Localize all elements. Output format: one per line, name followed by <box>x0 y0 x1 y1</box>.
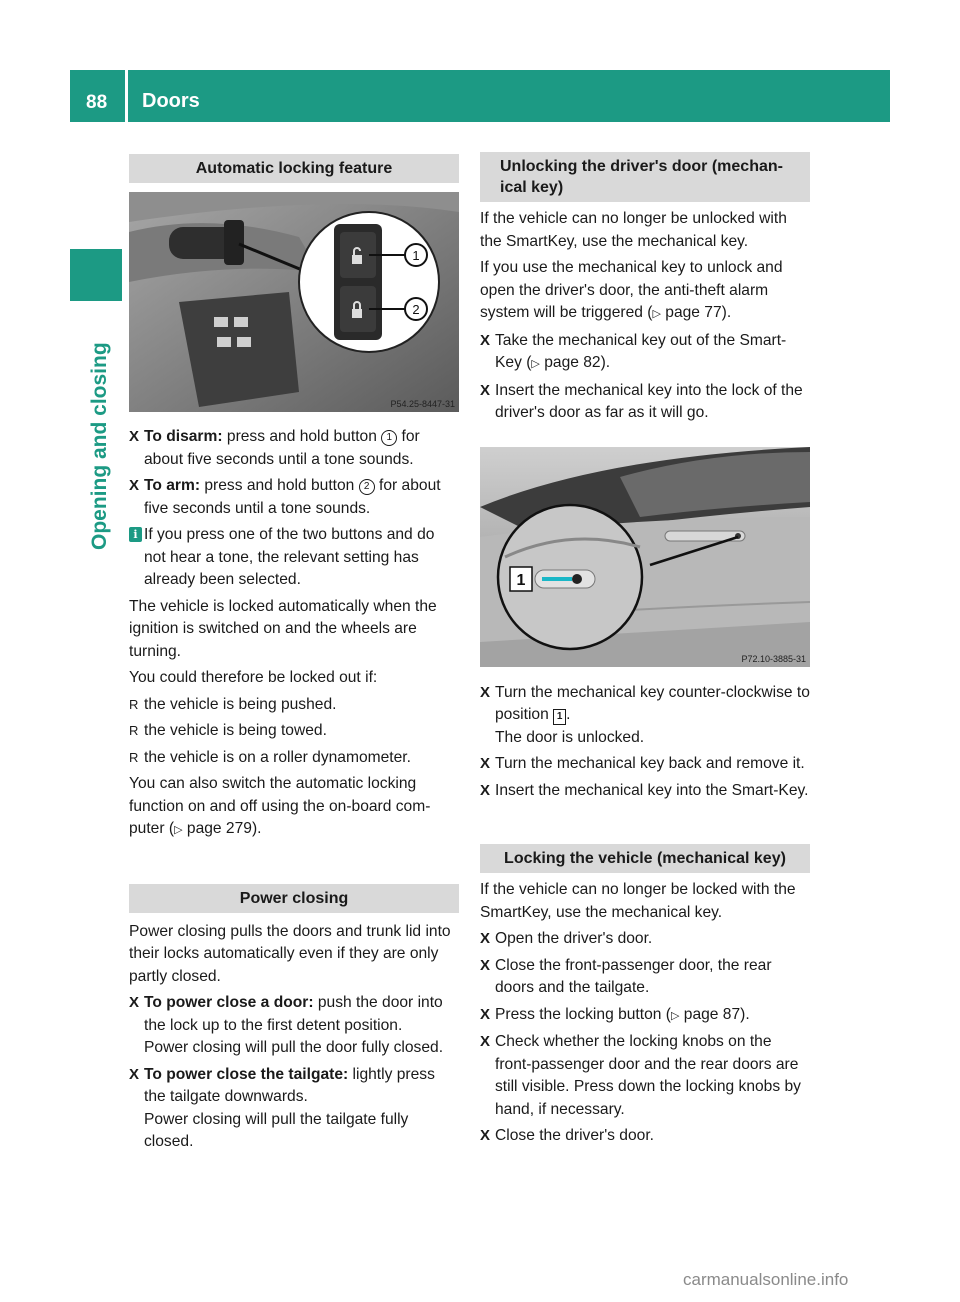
step-marker: X <box>480 755 491 772</box>
step-marker: X <box>480 331 491 349</box>
step-arm <box>129 475 459 520</box>
step-label: To disarm: <box>144 428 223 445</box>
page-ref-icon: ▷ <box>174 824 183 836</box>
paragraph <box>480 257 810 326</box>
page-reference[interactable]: page 82 <box>544 354 601 371</box>
bullet-marker: R <box>129 696 139 712</box>
step-close-doors <box>480 955 810 1000</box>
step-text: Close the front-passenger door, the rear doors and the tailgate. <box>495 956 772 996</box>
step-marker: X <box>480 381 491 399</box>
chapter-title: Doors <box>142 90 200 112</box>
step-label: To arm: <box>144 477 201 494</box>
watermark: carmanualsonline.info <box>683 1270 849 1289</box>
step-power-close-tailgate <box>129 1064 459 1154</box>
step-text: Close the driver's door. <box>495 1127 654 1144</box>
bullet-marker: R <box>129 723 139 738</box>
bullet-item <box>129 747 459 770</box>
step-check-knobs <box>480 1031 810 1121</box>
step-label: To power close a door: <box>144 994 314 1011</box>
image-code: P54.25-8447-31 <box>390 399 455 409</box>
section-heading-automatic-locking: Automatic locking feature <box>129 154 459 183</box>
step-insert-key <box>480 380 810 425</box>
step-result: Power closing will pull the tailgate fully closed. <box>144 1110 409 1150</box>
step-text: Turn the mechanical key counter-clockwise to position <box>495 683 810 723</box>
image-position-label: 1 <box>516 571 526 589</box>
step-marker: X <box>129 428 140 445</box>
paragraph: The vehicle is locked automatically when the ignition is switched on and the wheels are turning. <box>129 597 437 660</box>
step-text: Insert the mechanical key into the Smart-Key. <box>495 781 809 799</box>
step-text: lightly press the tailgate downwards. <box>144 1065 435 1105</box>
step-take-key <box>480 330 810 376</box>
page-reference[interactable]: page 279 <box>186 820 252 837</box>
info-note <box>129 524 459 592</box>
section-heading-unlocking: Unlocking the driver's door (mechan-ical key) <box>480 152 810 202</box>
info-icon: i <box>129 527 142 542</box>
side-marker <box>70 249 122 301</box>
step-text: press and hold button <box>222 428 382 445</box>
step-text: press and hold button <box>200 477 359 494</box>
step-text: ). <box>600 354 611 371</box>
step-marker: X <box>480 683 491 701</box>
step-turn-key <box>480 682 810 750</box>
step-disarm <box>129 426 459 471</box>
step-text: . <box>566 706 571 723</box>
button-number: 2 <box>359 479 375 495</box>
page-ref-icon: ▷ <box>531 358 540 370</box>
step-marker: X <box>480 956 491 974</box>
step-marker: X <box>129 1065 140 1083</box>
side-tab <box>88 320 112 550</box>
step-result: The door is unlocked. <box>495 728 645 746</box>
page-reference[interactable]: page 87 <box>683 1005 741 1023</box>
image-code: P72.10-3885-31 <box>741 653 806 664</box>
right-column <box>480 152 810 1152</box>
step-text: push the door into the lock up to the first detent position. <box>144 994 443 1034</box>
bullet-text: the vehicle is being pushed. <box>144 695 337 713</box>
step-power-close-door <box>129 992 459 1060</box>
position-number: 1 <box>553 709 566 725</box>
bullet-marker: R <box>129 749 139 765</box>
bullet-text: the vehicle is on a roller dynamometer. <box>144 748 411 766</box>
page-reference[interactable]: page 77 <box>665 304 722 321</box>
paragraph-text: You can also switch the automatic locking function on and off using the on-board com-puter ( <box>129 775 431 837</box>
step-label: To power close the tailgate: <box>144 1065 349 1083</box>
bullet-item <box>129 694 459 717</box>
step-text: ). <box>740 1005 750 1023</box>
door-lock-key-photo <box>480 447 810 667</box>
paragraph: You could therefore be locked out if: <box>129 669 378 686</box>
step-remove-key <box>480 753 810 776</box>
header-divider <box>125 70 128 122</box>
paragraph-text: If you use the mechanical key to unlock and open the driver's door, the anti-theft alarm system will be triggered ( <box>480 259 783 321</box>
side-tab-label: Opening and closing <box>88 342 111 550</box>
paragraph-text: ). <box>251 820 262 837</box>
step-result: Power closing will pull the door fully closed. <box>144 1039 444 1056</box>
step-open-door <box>480 928 810 951</box>
step-text: Open the driver's door. <box>495 930 653 947</box>
step-text: Check whether the locking knobs on the front-passenger door and the rear doors are still visible. Press down the locking knobs by hand, if necessary. <box>495 1033 801 1118</box>
step-text: for about five seconds until a tone sounds. <box>144 477 441 517</box>
section-heading-locking: Locking the vehicle (mechanical key) <box>480 844 810 873</box>
paragraph: If the vehicle can no longer be locked with the SmartKey, use the mechanical key. <box>480 881 796 921</box>
step-marker: X <box>129 477 140 494</box>
callout-2: 2 <box>412 302 420 317</box>
step-text: Turn the mechanical key back and remove it. <box>495 755 805 772</box>
paragraph-text: ). <box>721 304 732 321</box>
step-text: Press the locking button ( <box>495 1005 671 1023</box>
section-heading-power-closing: Power closing <box>129 884 459 913</box>
step-marker: X <box>480 1127 491 1144</box>
button-number: 1 <box>381 430 397 446</box>
bullet-text: the vehicle is being towed. <box>144 722 327 739</box>
step-reinsert-key <box>480 780 810 803</box>
step-press-locking-button <box>480 1004 810 1028</box>
info-text: If you press one of the two buttons and do not hear a tone, the relevant setting has already been selected. <box>144 526 435 588</box>
bullet-item <box>129 720 459 743</box>
page-ref-icon: ▷ <box>670 1009 680 1022</box>
paragraph <box>129 773 459 842</box>
page-ref-icon: ▷ <box>652 308 661 320</box>
step-text: for about five seconds until a tone sounds. <box>144 428 420 468</box>
step-text: Take the mechanical key out of the Smart-Key ( <box>495 331 787 371</box>
paragraph: Power closing pulls the doors and trunk lid into their locks automatically even if they are only partly closed. <box>129 922 451 985</box>
step-marker: X <box>480 1033 491 1050</box>
step-close-driver-door <box>480 1125 810 1148</box>
step-marker: X <box>129 994 140 1011</box>
step-marker: X <box>480 781 491 799</box>
step-text: Insert the mechanical key into the lock of the driver's door as far as it will go. <box>495 381 803 421</box>
page-number: 88 <box>86 92 108 113</box>
callout-1: 1 <box>412 248 420 263</box>
left-column <box>129 154 459 1158</box>
paragraph: If the vehicle can no longer be unlocked with the SmartKey, use the mechanical key. <box>480 210 787 250</box>
door-lock-buttons-photo <box>129 192 459 412</box>
step-marker: X <box>480 1005 491 1023</box>
step-marker: X <box>480 930 491 947</box>
